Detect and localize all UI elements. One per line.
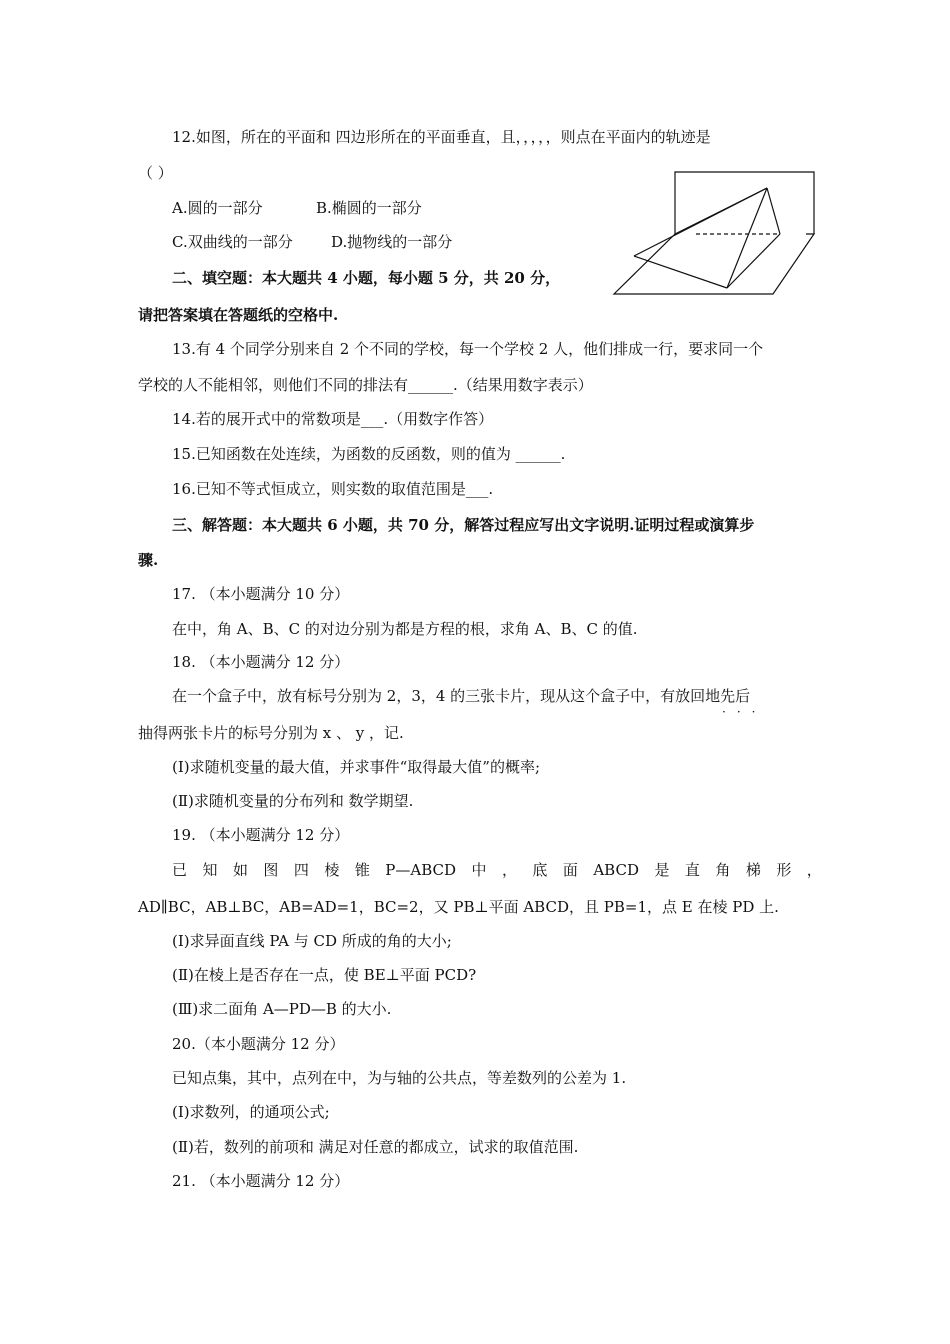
section-2-heading: 二、填空题：本大题共 4 小题，每小题 5 分，共 20 分，	[172, 269, 561, 287]
q19-part-3: (Ⅲ)求二面角 A—PD—B 的大小.	[172, 1000, 392, 1018]
section-3-heading: 三、解答题：本大题共 6 小题，共 70 分，解答过程应写出文字说明.证明过程或演算步	[172, 516, 755, 534]
q19-word: 已	[172, 861, 188, 879]
q19-word: 四	[293, 861, 309, 879]
q12-figure	[610, 166, 820, 298]
q17-body: 在中，角 A、B、C 的对边分别为都是方程的根，求角 A、B、C 的值.	[172, 620, 638, 638]
section-3-heading-cont: 骤.	[138, 551, 159, 569]
q19-part-1: (I)求异面直线 PA 与 CD 所成的角的大小;	[172, 932, 452, 950]
q19-word: 面	[562, 861, 578, 879]
q19-title: 19. （本小题满分 12 分）	[172, 826, 350, 844]
q18-part-1: (I)求随机变量的最大值，并求事件“取得最大值”的概率;	[172, 758, 541, 776]
q20-title: 20.（本小题满分 12 分）	[172, 1035, 345, 1053]
q19-word: ，	[501, 861, 517, 879]
q19-word: 是	[654, 861, 670, 879]
q12-paren: （ ）	[138, 164, 173, 182]
q19-word: 梯	[745, 861, 761, 879]
q20-part-1: (I)求数列，的通项公式;	[172, 1103, 330, 1121]
q18-title: 18. （本小题满分 12 分）	[172, 653, 350, 671]
q12-option-c: C.双曲线的一部分	[172, 233, 293, 251]
q19-word: 角	[715, 861, 731, 879]
q19-word: ABCD	[593, 861, 639, 879]
q12-option-b: B.椭圆的一部分	[316, 199, 422, 217]
q19-word: 底	[532, 861, 548, 879]
q19-line-1	[172, 860, 822, 880]
q21-title: 21. （本小题满分 12 分）	[172, 1172, 350, 1190]
q19-word: 棱	[324, 861, 340, 879]
q19-word: 锥	[354, 861, 370, 879]
q12-option-d: D.抛物线的一部分	[331, 233, 453, 251]
q19-word: 图	[263, 861, 279, 879]
q19-word: 如	[232, 861, 248, 879]
q16: 16.已知不等式恒成立，则实数的取值范围是___.	[172, 480, 494, 498]
q19-word: ，	[806, 861, 822, 879]
section-2-heading-cont: 请把答案填在答题纸的空格中.	[138, 306, 339, 324]
q19-part-2: (Ⅱ)在棱上是否存在一点，使 BE⊥平面 PCD?	[172, 966, 477, 984]
q19-word: 直	[684, 861, 700, 879]
q19-word: 形	[776, 861, 792, 879]
q18-line-2: 抽得两张卡片的标号分别为 x 、 y ，记.	[138, 724, 404, 742]
q12-option-a: A.圆的一部分	[172, 199, 263, 217]
q13-line-2: 学校的人不能相邻，则他们不同的排法有______.（结果用数字表示）	[138, 376, 593, 394]
emphasis-dots: ···	[722, 705, 767, 719]
q18-line-1: 在一个盒子中，放有标号分别为 2，3，4 的三张卡片，现从这个盒子中，有放回地先后	[172, 687, 751, 705]
q20-part-2: (Ⅱ)若，数列的前项和 满足对任意的都成立，试求的取值范围.	[172, 1138, 579, 1156]
q15: 15.已知函数在处连续，为函数的反函数，则的值为 ______.	[172, 445, 566, 463]
q12-stem: 12.如图，所在的平面和 四边形所在的平面垂直，且，，，，，则点在平面内的轨迹是	[172, 128, 711, 146]
q13-line-1: 13.有 4 个同学分别来自 2 个不同的学校，每一个学校 2 人，他们排成一行，要求同一个	[172, 340, 764, 358]
q17-title: 17. （本小题满分 10 分）	[172, 585, 350, 603]
q19-word: 中	[471, 861, 487, 879]
q14: 14.若的展开式中的常数项是___.（用数字作答）	[172, 410, 494, 428]
q19-word: 知	[202, 861, 218, 879]
q19-line-2: AD∥BC，AB⊥BC，AB=AD=1，BC=2，又 PB⊥平面 ABCD，且 PB=1，点 E 在棱 PD 上.	[138, 898, 779, 916]
q19-word: P—ABCD	[385, 861, 457, 879]
q20-body: 已知点集，其中，点列在中，为与轴的公共点，等差数列的公差为 1.	[172, 1069, 627, 1087]
q18-part-2: (Ⅱ)求随机变量的分布列和 数学期望.	[172, 792, 414, 810]
